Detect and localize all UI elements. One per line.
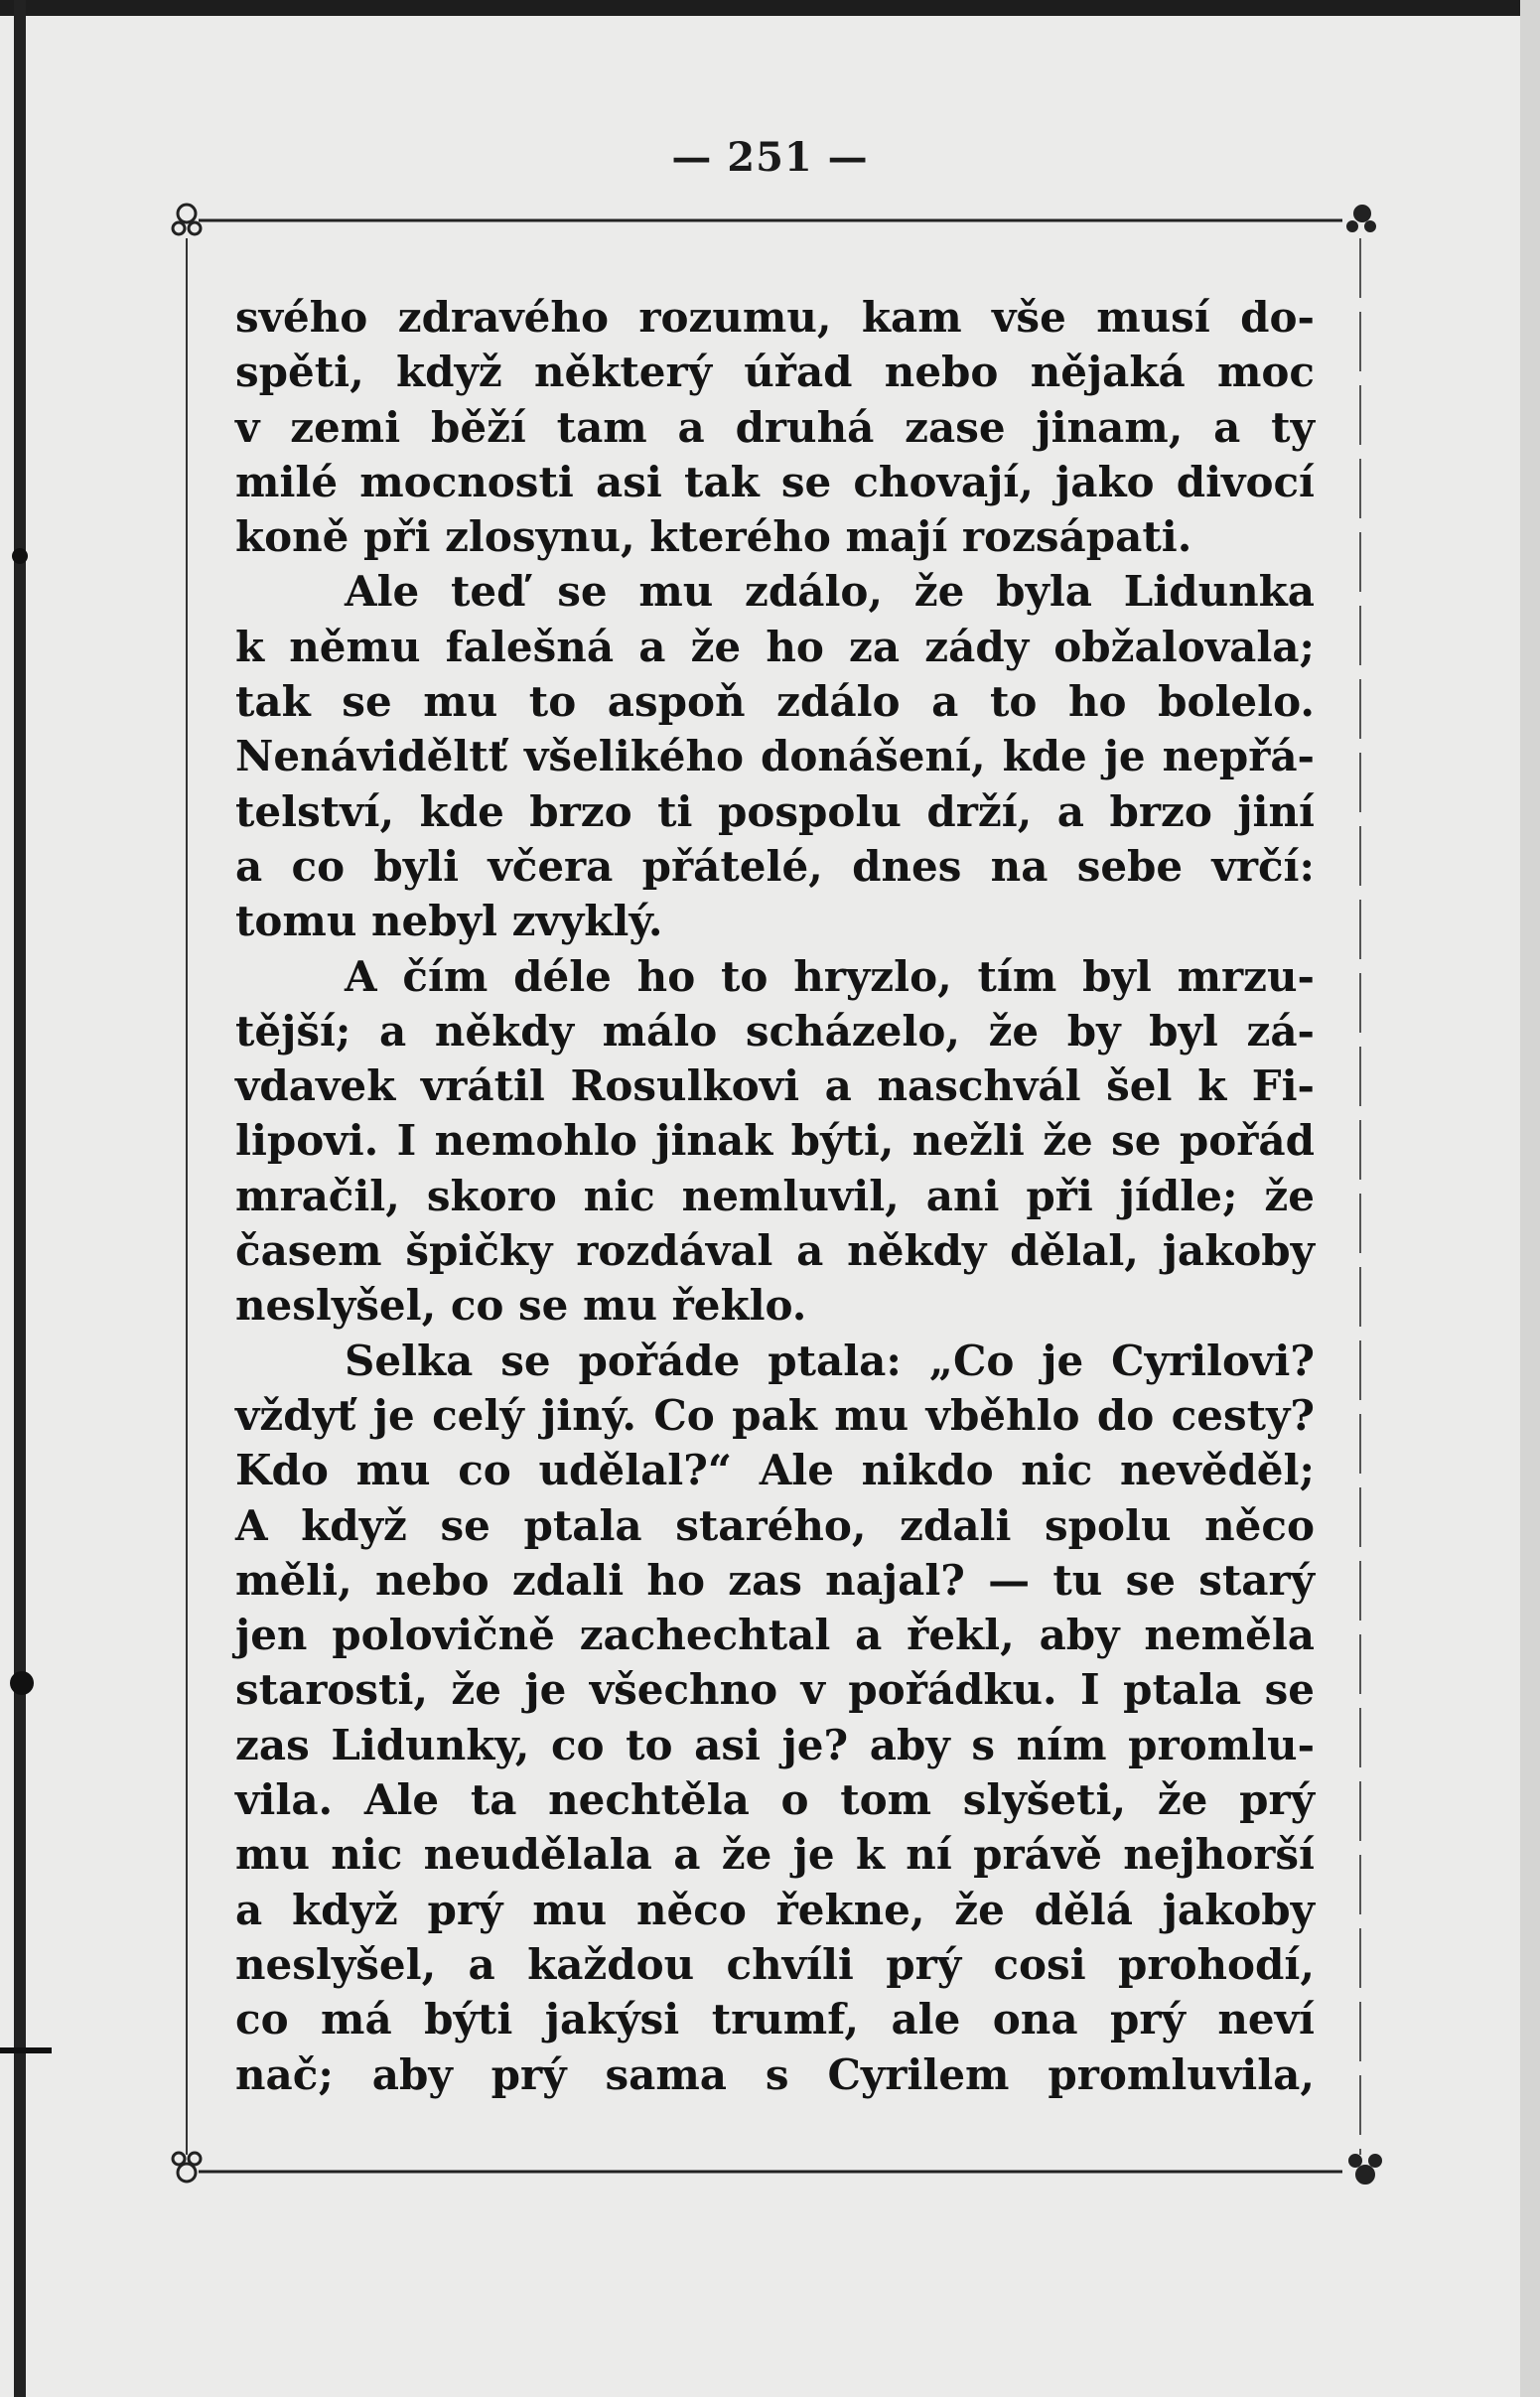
binding-mark	[10, 1671, 34, 1695]
text-line: nač; aby prý sama s Cyrilem promluvila,	[235, 2049, 1315, 2099]
text-line: milé mocnosti asi tak se chovají, jako divocí	[235, 457, 1315, 506]
binding-mark	[0, 2047, 52, 2053]
body-text	[235, 290, 1315, 2102]
text-line: lipovi. I nemohlo jinak býti, nežli že se pořád	[235, 1116, 1315, 1166]
text-line: k němu falešná a že ho za zády obžalovala;	[235, 622, 1315, 671]
text-line: Kdo mu co udělal?“ Ale nikdo nic nevěděl;	[235, 1446, 1315, 1495]
text-line: neslyšel, co se mu řeklo.	[235, 1281, 807, 1331]
text-line: mračil, skoro nic nemluvil, ani při jídle; že	[235, 1171, 1315, 1220]
page-number: — 251 —	[671, 134, 869, 181]
text-line: svého zdravého rozumu, kam vše musí do-	[235, 293, 1315, 342]
text-line: A čím déle ho to hryzlo, tím byl mrzu-	[345, 951, 1315, 1001]
text-line: koně při zlosynu, kterého mají rozsápati.	[235, 512, 1192, 562]
text-line: měli, nebo zdali ho zas najal? — tu se starý	[235, 1555, 1315, 1605]
text-line: Nenáviděltť všelikého donášení, kde je nepřá-	[235, 732, 1315, 781]
text-line: Selka se pořáde ptala: „Co je Cyrilovi?	[345, 1336, 1315, 1385]
text-line: a když prý mu něco řekne, že dělá jakoby	[235, 1885, 1315, 1934]
text-line: časem špičky rozdával a někdy dělal, jakoby	[235, 1226, 1315, 1276]
corner-ornament-top-right	[1347, 206, 1375, 231]
corner-ornament-bottom-right	[1349, 2155, 1381, 2184]
text-line: jen polovičně zachechtal a řekl, aby neměla	[235, 1611, 1315, 1660]
text-line: co má býti jakýsi trumf, ale ona prý neví	[235, 1995, 1315, 2044]
text-line: tak se mu to aspoň zdálo a to ho bolelo.	[235, 677, 1315, 727]
text-line: a co byli včera přátelé, dnes na sebe vrčí:	[235, 841, 1315, 891]
text-line: A když se ptala starého, zdali spolu něco	[235, 1500, 1315, 1550]
binding-mark	[12, 548, 28, 564]
text-line: telství, kde brzo ti pospolu drží, a brzo jiní	[235, 786, 1315, 836]
text-line: v zemi běží tam a druhá zase jinam, a ty	[235, 402, 1315, 452]
text-line: Ale teď se mu zdálo, že byla Lidunka	[345, 567, 1315, 617]
text-line: vdavek vrátil Rosulkovi a naschvál šel k Fi-	[235, 1061, 1315, 1111]
text-line: tomu nebyl zvyklý.	[235, 897, 663, 946]
text-line: vila. Ale ta nechtěla o tom slyšeti, že prý	[235, 1775, 1315, 1825]
text-line: tější; a někdy málo scházelo, že by byl zá-	[235, 1006, 1315, 1056]
text-line: mu nic neudělala a že je k ní právě nejhorší	[235, 1830, 1315, 1880]
corner-ornament-bottom-left	[173, 2153, 201, 2182]
text-line: starosti, že je všechno v pořádku. I ptala se	[235, 1665, 1315, 1715]
text-line: vždyť je celý jiný. Co pak mu vběhlo do cesty?	[235, 1390, 1315, 1440]
text-line: zas Lidunky, co to asi je? aby s ním promlu-	[235, 1720, 1315, 1769]
corner-ornament-top-left	[173, 205, 201, 234]
text-line: spěti, když některý úřad nebo nějaká moc	[235, 348, 1315, 397]
text-line: neslyšel, a každou chvíli prý cosi prohodí,	[235, 1939, 1315, 1989]
